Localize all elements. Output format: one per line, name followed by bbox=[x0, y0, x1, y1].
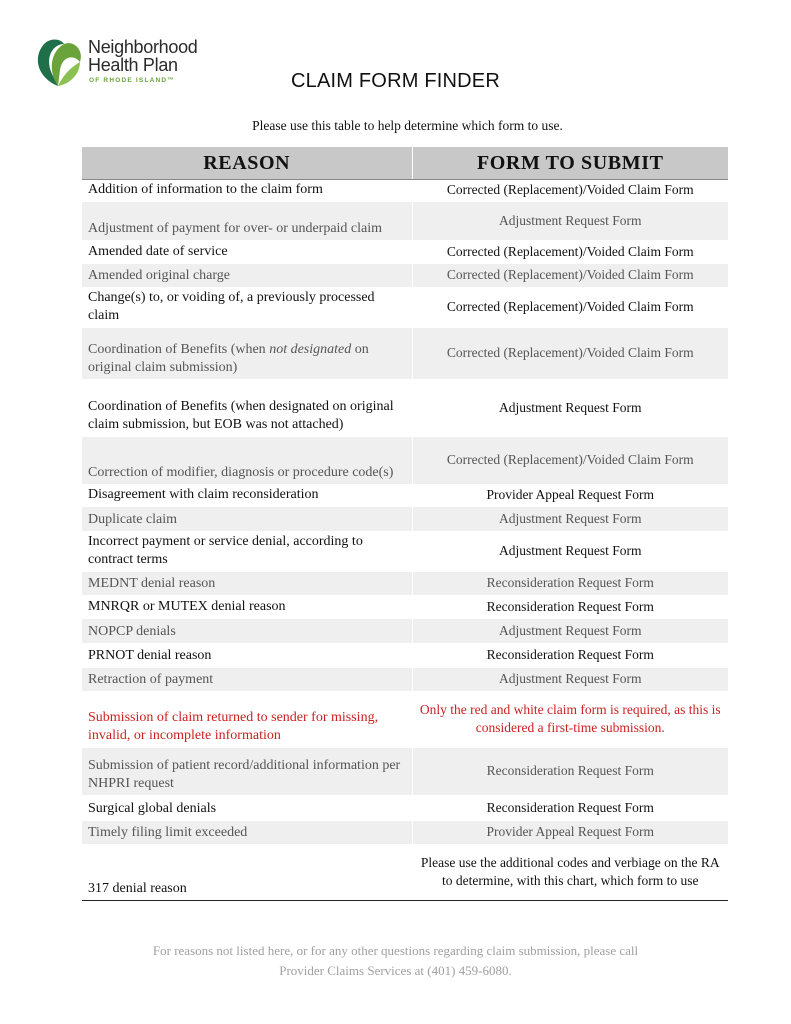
reason-cell: MEDNT denial reason bbox=[82, 572, 412, 596]
reason-cell: Coordination of Benefits (when designated on original claim submission, but EOB was not attached) bbox=[82, 380, 412, 437]
logo-text-line2: Health Plan bbox=[88, 55, 178, 75]
reason-cell: Adjustment of payment for over- or underpaid claim bbox=[82, 202, 412, 241]
reason-cell: Addition of information to the claim form bbox=[82, 180, 412, 202]
table-row bbox=[82, 380, 728, 437]
form-cell: Corrected (Replacement)/Voided Claim Form bbox=[412, 288, 728, 328]
reason-cell: Submission of patient record/additional information per NHPRI request bbox=[82, 748, 412, 796]
reason-cell: Change(s) to, or voiding of, a previously processed claim bbox=[82, 288, 412, 328]
table-row bbox=[82, 241, 728, 264]
form-cell: Adjustment Request Form bbox=[412, 532, 728, 572]
table-row bbox=[82, 202, 728, 241]
page-title: CLAIM FORM FINDER bbox=[291, 70, 500, 92]
table-row bbox=[82, 821, 728, 845]
footer-line2: Provider Claims Services at (401) 459-6080. bbox=[279, 963, 512, 978]
reason-cell: Timely filing limit exceeded bbox=[82, 821, 412, 845]
reason-cell: Amended original charge bbox=[82, 264, 412, 288]
table-row bbox=[82, 845, 728, 901]
form-cell: Adjustment Request Form bbox=[412, 507, 728, 532]
form-cell: Corrected (Replacement)/Voided Claim Form bbox=[412, 241, 728, 264]
table-row bbox=[82, 328, 728, 380]
form-cell: Reconsideration Request Form bbox=[412, 596, 728, 619]
table-header-row bbox=[82, 147, 728, 180]
form-cell: Reconsideration Request Form bbox=[412, 572, 728, 596]
form-cell: Corrected (Replacement)/Voided Claim Form bbox=[412, 264, 728, 288]
logo-text-line3: OF RHODE ISLAND™ bbox=[89, 77, 176, 84]
form-cell: Only the red and white claim form is required, as this is considered a first-time submission. bbox=[412, 692, 728, 748]
form-cell: Corrected (Replacement)/Voided Claim Form bbox=[412, 180, 728, 202]
form-cell: Reconsideration Request Form bbox=[412, 644, 728, 668]
form-cell: Provider Appeal Request Form bbox=[412, 485, 728, 507]
form-cell: Corrected (Replacement)/Voided Claim Form bbox=[412, 437, 728, 485]
form-cell: Provider Appeal Request Form bbox=[412, 821, 728, 845]
reason-cell: 317 denial reason bbox=[82, 845, 412, 901]
reason-cell: Disagreement with claim reconsideration bbox=[82, 485, 412, 507]
header-form-to-submit: FORM TO SUBMIT bbox=[412, 147, 728, 180]
table-row bbox=[82, 748, 728, 796]
form-cell: Adjustment Request Form bbox=[412, 668, 728, 692]
table-row bbox=[82, 668, 728, 692]
table-row bbox=[82, 796, 728, 821]
reason-cell: Incorrect payment or service denial, according to contract terms bbox=[82, 532, 412, 572]
form-cell: Adjustment Request Form bbox=[412, 202, 728, 241]
table-row bbox=[82, 485, 728, 507]
table-row bbox=[82, 437, 728, 485]
form-cell: Please use the additional codes and verbiage on the RA to determine, with this chart, which form to use bbox=[412, 845, 728, 901]
logo-text-line1: Neighborhood bbox=[88, 37, 198, 57]
table-row bbox=[82, 596, 728, 619]
form-cell: Reconsideration Request Form bbox=[412, 748, 728, 796]
reason-cell: Surgical global denials bbox=[82, 796, 412, 821]
table-row bbox=[82, 532, 728, 572]
form-cell: Adjustment Request Form bbox=[412, 619, 728, 644]
table-row bbox=[82, 692, 728, 748]
table-row bbox=[82, 264, 728, 288]
form-cell: Reconsideration Request Form bbox=[412, 796, 728, 821]
table-row bbox=[82, 507, 728, 532]
form-cell: Corrected (Replacement)/Voided Claim Form bbox=[412, 328, 728, 380]
reason-cell: MNRQR or MUTEX denial reason bbox=[82, 596, 412, 619]
table-row bbox=[82, 644, 728, 668]
table-row bbox=[82, 572, 728, 596]
reason-cell: Submission of claim returned to sender for missing, invalid, or incomplete information bbox=[82, 692, 412, 748]
table-row bbox=[82, 288, 728, 328]
claim-form-table bbox=[82, 147, 728, 901]
reason-cell: Duplicate claim bbox=[82, 507, 412, 532]
footer-note bbox=[0, 941, 791, 981]
reason-cell: Amended date of service bbox=[82, 241, 412, 264]
form-cell: Adjustment Request Form bbox=[412, 380, 728, 437]
table-body bbox=[82, 180, 728, 901]
reason-cell: NOPCP denials bbox=[82, 619, 412, 644]
table-row bbox=[82, 180, 728, 202]
header-reason: REASON bbox=[82, 147, 412, 180]
reason-cell: Coordination of Benefits (when not designated on original claim submission) bbox=[82, 328, 412, 380]
table-row bbox=[82, 619, 728, 644]
reason-cell: Correction of modifier, diagnosis or procedure code(s) bbox=[82, 437, 412, 485]
reason-cell: PRNOT denial reason bbox=[82, 644, 412, 668]
page-subtitle: Please use this table to help determine which form to use. bbox=[252, 118, 563, 133]
reason-cell: Retraction of payment bbox=[82, 668, 412, 692]
footer-line1: For reasons not listed here, or for any other questions regarding claim submission, please call bbox=[152, 943, 639, 958]
